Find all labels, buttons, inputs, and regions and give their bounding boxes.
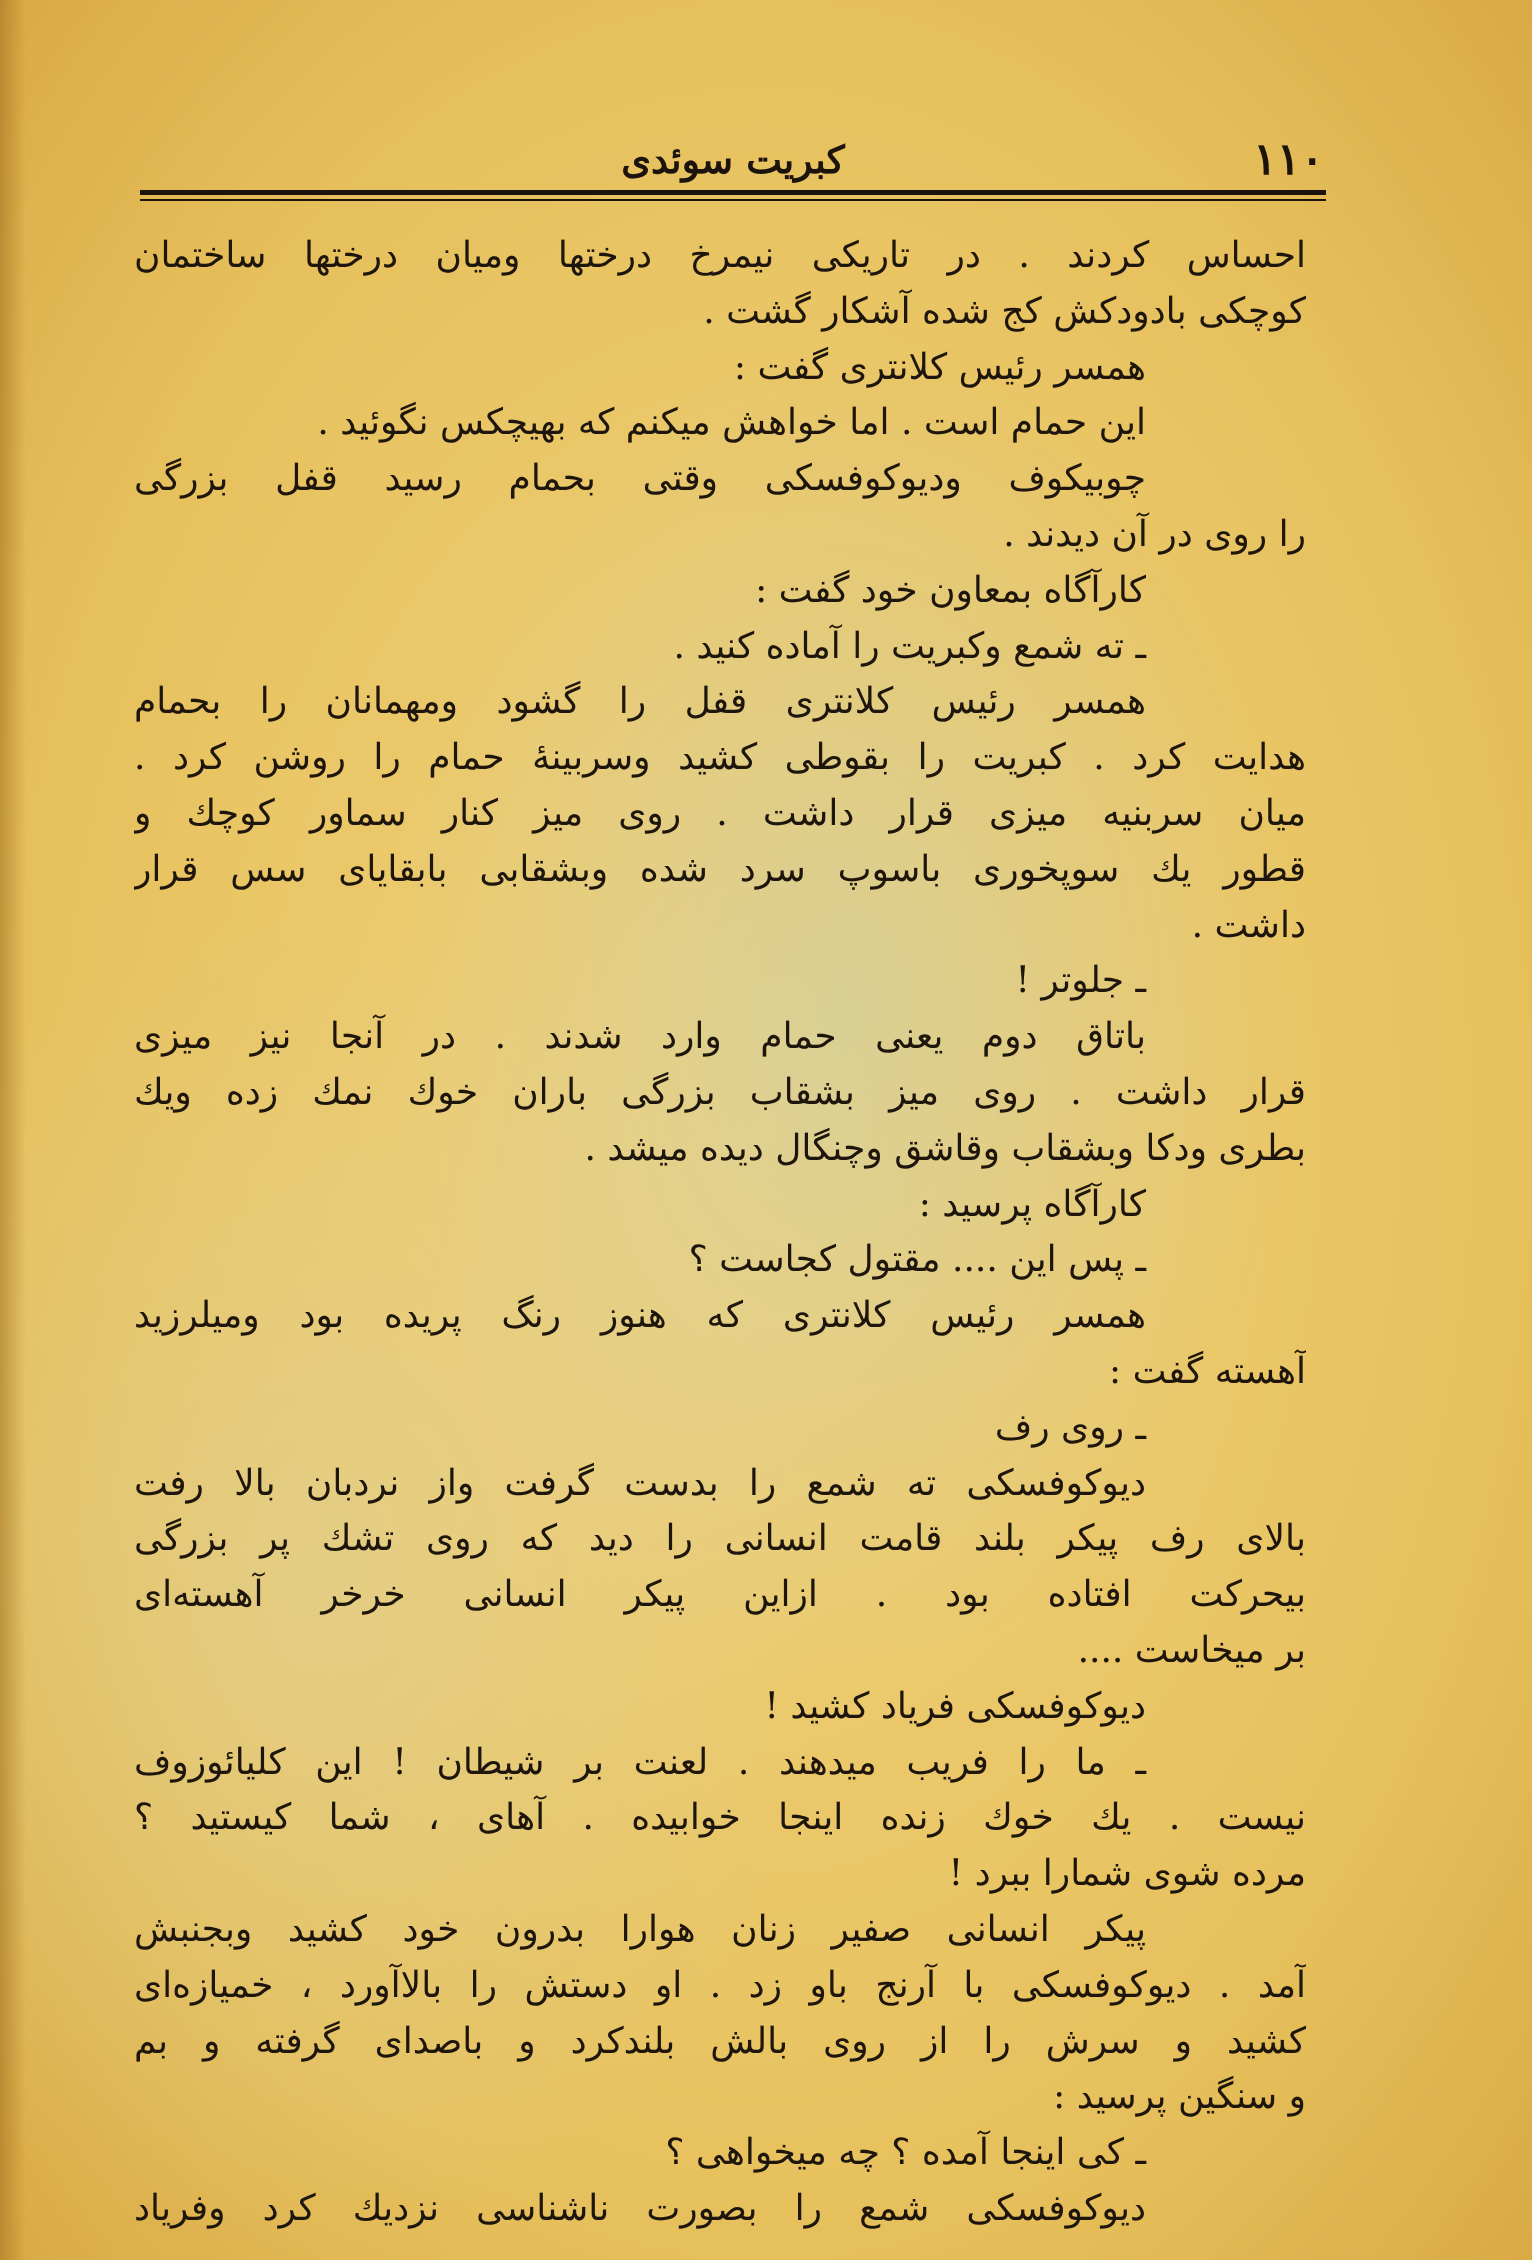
text-line: ـ کی اینجا آمده ؟ چه میخواهی ؟: [665, 2132, 1146, 2174]
text-line: نیست . یك خوك زنده اینجا خوابیده . آهای ، شما کیستید ؟: [134, 1797, 1306, 1839]
text-line: همسر رئیس کلانتری که هنوز رنگ پریده بود ومیلرزید: [134, 1295, 1146, 1337]
text-line: بیحرکت افتاده بود . ازاین پیکر انسانی خرخر آهسته‌ای: [134, 1574, 1306, 1616]
text-line: همسر رئیس کلانتری گفت :: [733, 346, 1146, 388]
text-line: کشید و سرش را از روی بالش بلندکرد و باصدای گرفته و بم: [134, 2020, 1306, 2062]
text-line: ـ جلوتر !: [1015, 960, 1146, 1002]
text-line: چوبیکوف ودیوکوفسکی وقتی بحمام رسید قفل بزرگی: [134, 458, 1146, 500]
text-line: دیوکوفسکی ته شمع را بدست گرفت واز نردبان بالا رفت: [134, 1462, 1146, 1504]
text-line: همسر رئیس کلانتری قفل را گشود ومهمانان را بحمام: [134, 681, 1146, 723]
text-line: بالای رف پیکر بلند قامت انسانی را دید که روی تشك پر بزرگی: [134, 1518, 1306, 1560]
text-line: میان سربنیه میزی قرار داشت . روی میز کنار سماور کوچك و: [134, 792, 1306, 834]
text-line: آمد . دیوکوفسکی با آرنج باو زد . او دستش را بالاآورد ، خمیازه‌ای: [134, 1964, 1306, 2006]
text-line: پیکر انسانی صفیر زنان هوارا بدرون خود کشید وبجنبش: [134, 1908, 1146, 1950]
text-line: کوچکی بادودکش کج شده آشکار گشت .: [703, 290, 1306, 332]
text-line: باتاق دوم یعنی حمام وارد شدند . در آنجا نیز میزی: [134, 1016, 1146, 1058]
text-line: قرار داشت . روی میز بشقاب بزرگی باران خوك نمك زده ویك: [134, 1071, 1306, 1113]
text-line: ـ پس این .... مقتول کجاست ؟: [688, 1239, 1146, 1281]
text-line: این حمام است . اما خواهش میکنم که بهیچکس نگوئید .: [317, 402, 1146, 444]
page-edge-shadow: [0, 0, 26, 2260]
text-line: ـ ما را فریب میدهند . لعنت بر شیطان ! این کلیائوزوف: [134, 1741, 1146, 1783]
text-line: را روی در آن دیدند .: [1003, 513, 1306, 555]
text-line: مرده شوی شمارا ببرد !: [948, 1853, 1306, 1895]
running-title: کبریت سوئدی: [621, 137, 845, 182]
body-text: [134, 228, 1306, 2237]
text-line: دیوکوفسکی فریاد کشید !: [764, 1685, 1146, 1727]
text-line: داشت .: [1191, 904, 1306, 946]
text-line: احساس کردند . در تاریکی نیمرخ درختها ومیان درختها ساختمان: [134, 235, 1306, 276]
text-line: آهسته گفت :: [1109, 1350, 1306, 1392]
text-line: ـ ته شمع وکبریت را آماده کنید .: [673, 625, 1146, 667]
text-line: بر میخاست ....: [1077, 1629, 1306, 1671]
text-line: ـ روی رف: [994, 1406, 1146, 1448]
text-line: کارآگاه پرسید :: [918, 1183, 1146, 1225]
text-line: دیوکوفسکی شمع را بصورت ناشناسی نزدیك کرد وفریاد: [134, 2187, 1146, 2229]
text-line: و سنگین پرسید :: [1053, 2076, 1306, 2118]
text-line: بطری ودکا وبشقاب وقاشق وچنگال دیده میشد .: [584, 1127, 1306, 1169]
page-header: [140, 130, 1326, 190]
text-line: کارآگاه بمعاون خود گفت :: [755, 569, 1146, 611]
header-rule-thick: [140, 190, 1326, 195]
text-line: قطور یك سوپخوری باسوپ سرد شده وبشقابی بابقایای سس قرار: [134, 848, 1306, 890]
header-rule-thin: [140, 199, 1326, 201]
page-number: ۱۱۰: [1253, 134, 1324, 185]
text-line: هدایت کرد . کبریت را بقوطی کشید وسربینهٔ حمام را روشن کرد .: [134, 737, 1306, 779]
